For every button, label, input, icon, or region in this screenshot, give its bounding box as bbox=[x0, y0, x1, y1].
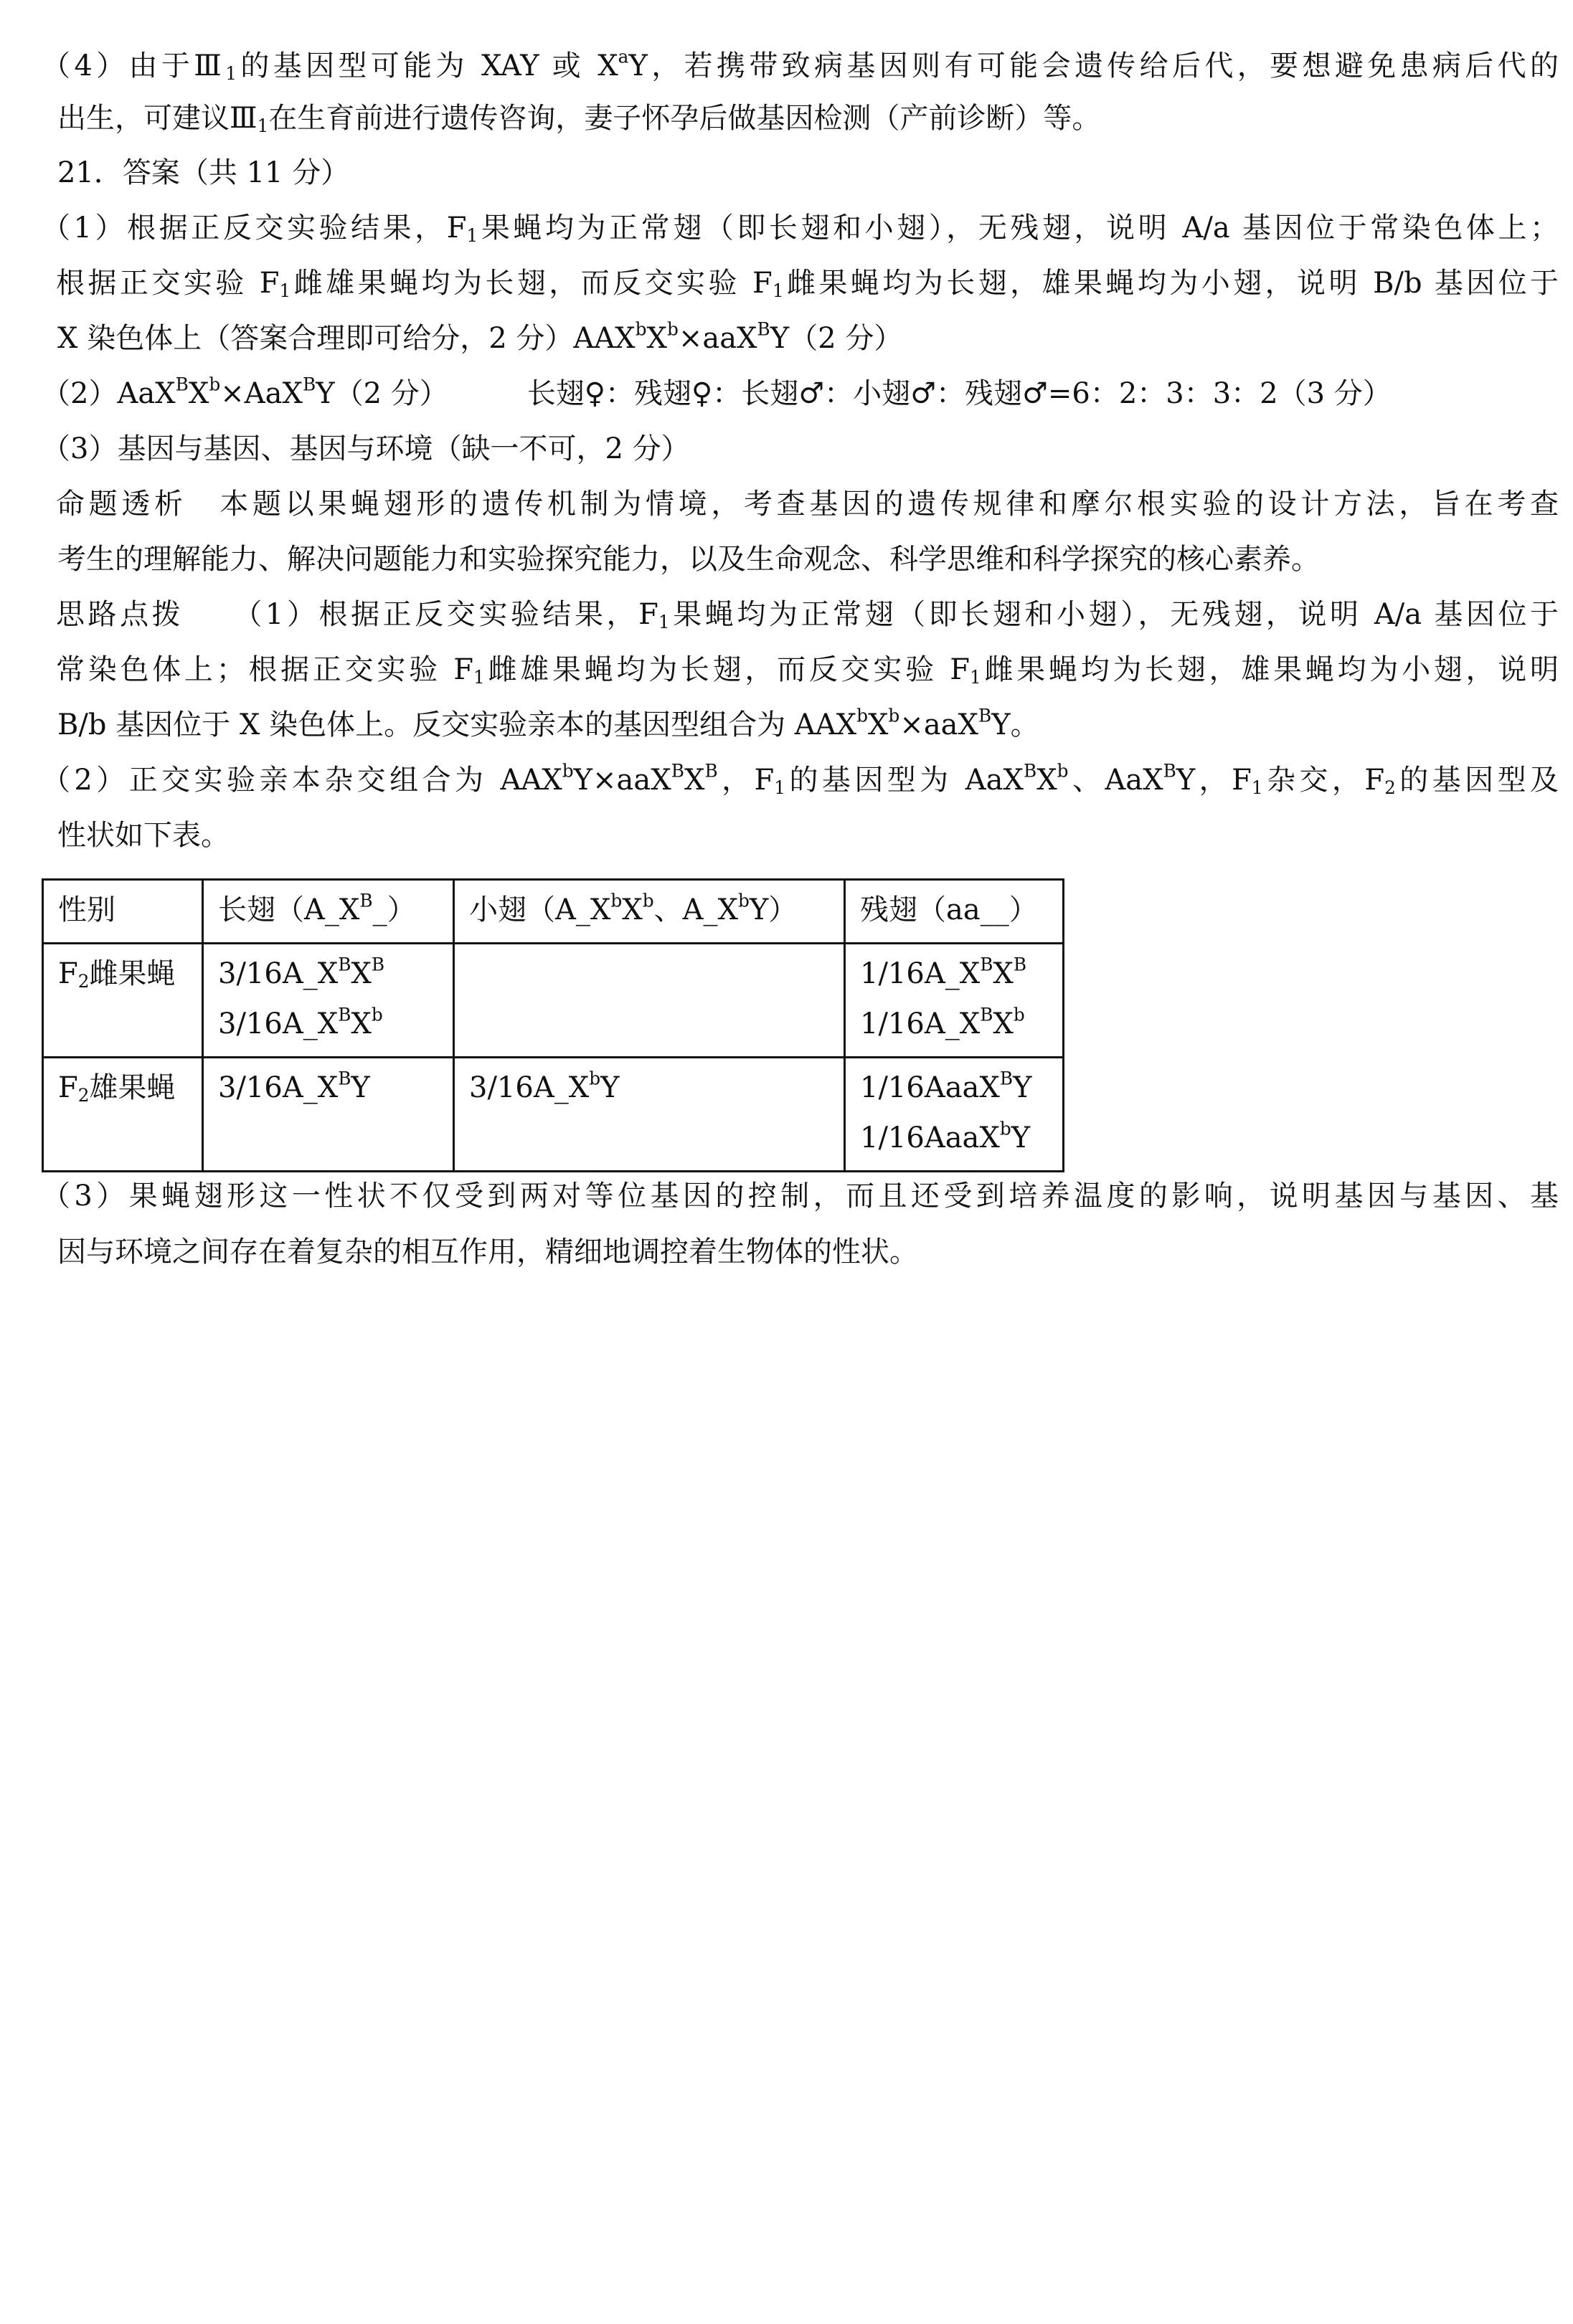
text-line-6: X 染色体上（答案合理即可给分，2 分）$AAX^bX^b\times aaX^BY(2$ 分） bbox=[57, 318, 903, 355]
text-line-8: （3）基因与基因、基因与环境（缺一不可，2 分） bbox=[42, 432, 690, 465]
text-line-4: （1）根据正反交实验结果，$F_1$果蝇均为正常翅（即长翅和小翅），无残翅，说明 A/a 基因位于常染色体上； bbox=[42, 212, 1559, 247]
female-label: $F_2$雌果蝇 bbox=[43, 944, 203, 1058]
genotype-table bbox=[42, 878, 1064, 1172]
text-line-10: 考生的理解能力、解决问题能力和实验探究能力，以及生命观念、科学思维和科学探究的核心素养。 bbox=[57, 543, 1320, 576]
text-line-12: 常染色体上；根据正交实验 $F_1$雌雄果蝇均为长翅，而反交实验 $F_1$雌果蝇均为长翅，雄果蝇均为小翅，说明 bbox=[56, 653, 1559, 688]
female-long-wing: $3/16A\_X^BX^B$ $3/16A\_X^BX^b$ bbox=[203, 944, 454, 1058]
table-header-row bbox=[43, 880, 1064, 944]
header-sex: 性别 bbox=[43, 880, 203, 944]
female-vestigial-wing: $1/16A\_X^BX^B$ $1/16A\_X^BX^b$ bbox=[845, 944, 1064, 1058]
text-line-16: （3）果蝇翅形这一性状不仅受到两对等位基因的控制，而且还受到培养温度的影响，说明基因与基因、基 bbox=[42, 1180, 1559, 1213]
male-long-wing: $3/16A\_X^BY$ bbox=[203, 1058, 454, 1172]
text-line-13: B/b 基因位于 X 染色体上。反交实验亲本的基因型组合为 $AAX^bX^b\times aaX^BY$。 bbox=[57, 705, 1039, 741]
header-small-wing: 小翅（$A\_X^bX^b$、$A\_X^bY$） bbox=[454, 880, 845, 944]
answer-heading: 21．答案（共 11 分） bbox=[57, 156, 350, 189]
male-label: $F_2$雄果蝇 bbox=[43, 1058, 203, 1172]
text-line-15: 性状如下表。 bbox=[57, 819, 230, 852]
text-line-5: 根据正交实验 $F_1$雌雄果蝇均为长翅，而反交实验 $F_1$雌果蝇均为长翅，雄果蝇均为小翅，说明 B/b 基因位于 bbox=[56, 267, 1559, 302]
text-line-11: 思路点拨 （1）根据正反交实验结果，$F_1$果蝇均为正常翅（即长翅和小翅），无残翅，说明 A/a 基因位于 bbox=[56, 598, 1559, 633]
female-small-wing bbox=[454, 944, 845, 1058]
table-row-female bbox=[43, 944, 1064, 1058]
header-long-wing: 长翅$(A\_X^B\_)$ bbox=[203, 880, 454, 944]
text-line-7: $(2)AaX^BX^b\times AaX^BY(2$ 分） 长翅♀：残翅♀：长翅♂：小翅♂：残翅♂=6：2：3：3：2（3 分） bbox=[42, 374, 1392, 410]
text-line-9: 命题透析 本题以果蝇翅形的遗传机制为情境，考查基因的遗传规律和摩尔根实验的设计方法，旨在考查 bbox=[56, 488, 1559, 521]
text-line-14: （2）正交实验亲本杂交组合为 $AAX^bY\times aaX^BX^B$，$F_1$的基因型为 $AaX^BX^b$、AaX$^B$Y，$F_1$杂交，$F_2$的基因型及 bbox=[42, 760, 1559, 799]
male-vestigial-wing: 1/16AaaX$^B$Y 1/16AaaX$^b$Y bbox=[845, 1058, 1064, 1172]
header-vestigial-wing: 残翅（aa__） bbox=[845, 880, 1064, 944]
text-line-1: （4）由于$Ⅲ_1$的基因型可能为 XAY 或 $X^aY$，若携带致病基因则有可能会遗传给后代，要想避免患病后代的 bbox=[42, 46, 1559, 85]
male-small-wing: $3/16A\_X^bY$ bbox=[454, 1058, 845, 1172]
table-row-male bbox=[43, 1058, 1064, 1172]
text-line-17: 因与环境之间存在着复杂的相互作用，精细地调控着生物体的性状。 bbox=[57, 1235, 918, 1268]
text-line-2: 出生，可建议$Ⅲ_1$在生育前进行遗传咨询，妻子怀孕后做基因检测（产前诊断）等。 bbox=[57, 102, 1101, 137]
